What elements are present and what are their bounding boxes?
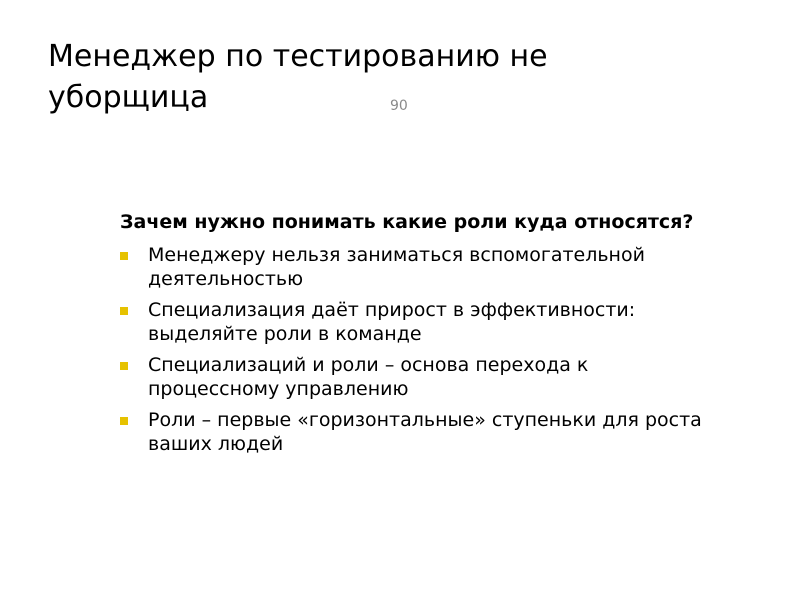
square-bullet-icon	[120, 252, 128, 260]
square-bullet-icon	[120, 362, 128, 370]
bullet-text: Специализаций и роли – основа перехода к процессному управлению	[148, 354, 589, 400]
square-bullet-icon	[120, 417, 128, 425]
slide-content	[120, 210, 720, 463]
bullet-list	[120, 243, 720, 456]
bullet-item	[120, 408, 720, 456]
bullet-text: Роли – первые «горизонтальные» ступеньки для роста ваших людей	[148, 409, 702, 455]
bullet-item	[120, 243, 720, 291]
bullet-text: Специализация даёт прирост в эффективности: выделяйте роли в команде	[148, 299, 636, 345]
question-heading: Зачем нужно понимать какие роли куда относятся?	[120, 211, 694, 233]
bullet-item	[120, 353, 720, 401]
square-bullet-icon	[120, 307, 128, 315]
bullet-item	[120, 298, 720, 346]
slide-title: Менеджер по тестированию не уборщица	[48, 39, 548, 115]
page-number: 90	[390, 98, 408, 114]
bullet-text: Менеджеру нельзя заниматься вспомогательной деятельностью	[148, 244, 645, 290]
